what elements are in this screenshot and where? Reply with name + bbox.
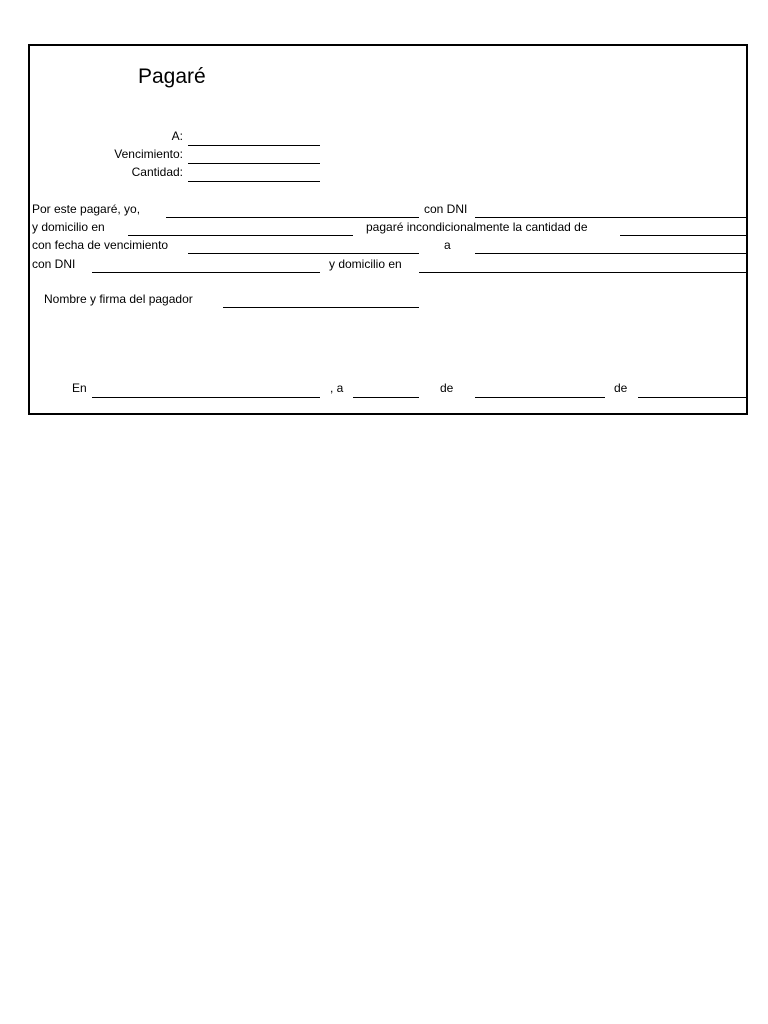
place-field[interactable] bbox=[92, 397, 320, 398]
payer-name-field[interactable] bbox=[166, 217, 419, 218]
payee-name-field[interactable] bbox=[475, 253, 748, 254]
a-text: a bbox=[444, 238, 451, 252]
payer-address-field[interactable] bbox=[128, 235, 353, 236]
signature-label: Nombre y firma del pagador bbox=[44, 292, 193, 306]
pagare-incondicionalmente-text: pagaré incondicionalmente la cantidad de bbox=[366, 220, 588, 234]
coma-a-text: , a bbox=[330, 381, 344, 395]
vencimiento-field[interactable] bbox=[188, 163, 320, 164]
por-este-pagare-text: Por este pagaré, yo, bbox=[32, 202, 141, 216]
payee-address-field[interactable] bbox=[419, 272, 748, 273]
amount-field[interactable] bbox=[620, 235, 748, 236]
de-text-2: de bbox=[614, 381, 628, 395]
page-title: Pagaré bbox=[138, 65, 206, 88]
cantidad-field[interactable] bbox=[188, 181, 320, 182]
con-dni-text-2: con DNI bbox=[32, 257, 76, 271]
payer-dni-field[interactable] bbox=[475, 217, 748, 218]
de-text-1: de bbox=[440, 381, 454, 395]
a-field[interactable] bbox=[188, 145, 320, 146]
day-field[interactable] bbox=[353, 397, 419, 398]
signature-field[interactable] bbox=[223, 307, 419, 308]
con-dni-text-1: con DNI bbox=[424, 202, 468, 216]
y-domicilio-en-text-2: y domicilio en bbox=[329, 257, 402, 271]
con-fecha-de-vencimiento-text: con fecha de vencimiento bbox=[32, 238, 169, 252]
payee-dni-field[interactable] bbox=[92, 272, 320, 273]
cantidad-label: Cantidad: bbox=[131, 165, 183, 179]
y-domicilio-en-text-1: y domicilio en bbox=[32, 220, 105, 234]
year-field[interactable] bbox=[638, 397, 748, 398]
month-field[interactable] bbox=[475, 397, 605, 398]
due-date-field[interactable] bbox=[188, 253, 419, 254]
a-label: A: bbox=[171, 129, 183, 143]
vencimiento-label: Vencimiento: bbox=[114, 147, 183, 161]
en-text: En bbox=[72, 381, 87, 395]
